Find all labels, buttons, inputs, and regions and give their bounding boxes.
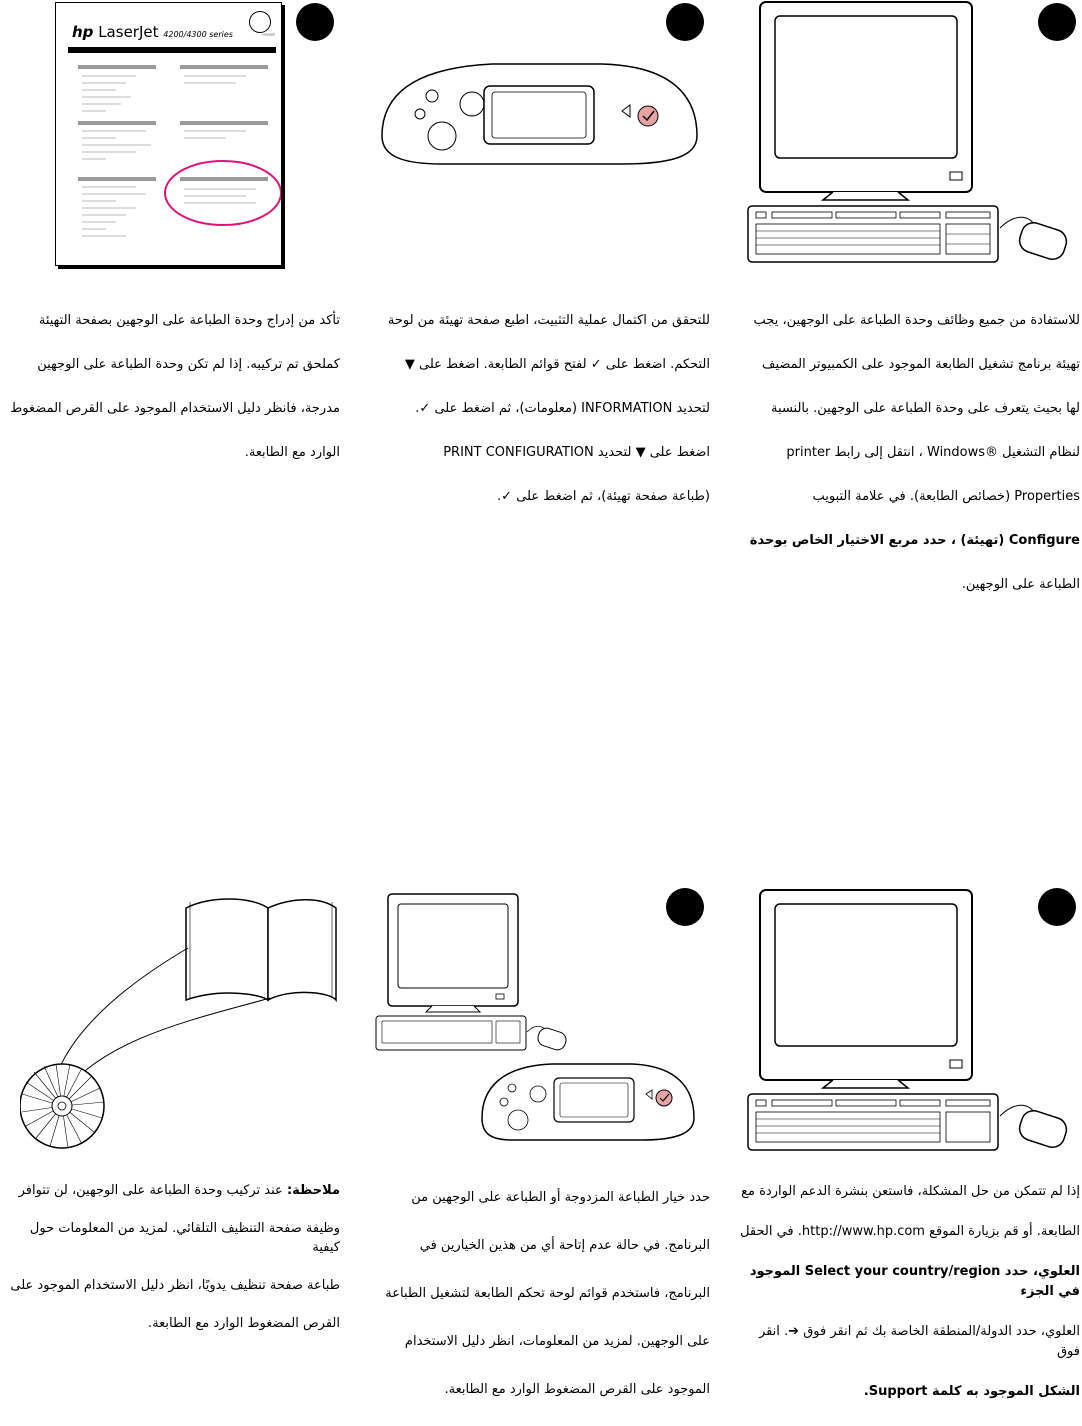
product-name: LaserJet [98, 23, 159, 41]
logo-caption: invent [262, 32, 275, 37]
note-label: ملاحظة: [286, 1183, 340, 1198]
step-5-marker [666, 888, 704, 926]
step-3-text: تأكد من إدراج وحدة الطباعة على الوجهين بصفحة التهيئة كملحق تم تركيبه. إذا لم تكن وحدة الطباعة على الوجهين مدرجة، فانظر دليل الاستخدام الموجود على القرص المضغوط الوارد مع الطابعة. [10, 313, 340, 460]
highlight-circle [165, 161, 281, 225]
user-guide-and-cd-illustration [20, 888, 340, 1158]
computer-illustration [738, 0, 1082, 270]
step-4-marker [1038, 888, 1076, 926]
note-text: ملاحظة: عند تركيب وحدة الطباعة على الوجهين، لن تتوافر وظيفة صفحة التنظيف التلقائي. لمزيد من المعلومات حول كيفية طباعة صفحة تنظيف يدويًا، انظر دليل الاستخدام الموجود على القرص المضغوط الوارد مع الطابعة. [10, 1183, 340, 1331]
step-1-marker [1038, 3, 1076, 41]
hp-brand: hp [72, 23, 94, 41]
configuration-page [55, 2, 282, 266]
series-name: 4200/4300 series [163, 30, 233, 39]
control-panel-illustration [372, 56, 702, 176]
step-4-text: إذا لم تتمكن من حل المشكلة، فاستعن بنشرة الدعم الواردة مع الطابعة. أو قم بزيارة الموقع http://www.hp.com. في الحقل العلوي، حدد Select your country/region الموجود في الجزء العلوي، حدد الدولة/المنطقة الخاصة بك ثم انقر فوق ➔. انقر فوق الشكل الموجود به كلمة Support. [740, 1184, 1080, 1399]
step-1-text: للاستفادة من جميع وظائف وحدة الطباعة على الوجهين، يجب تهيئة برنامج تشغيل الطابعة الموجود على الكمبيوتر المضيف لها بحيث يتعرف على وحدة الطباعة على الوجهين. بالنسبة لنظام التشغيل ®Windows ، انتقل إلى رابط printer Properties (خصائص الطابعة). في علامة التبويب Configure (تهيئة) ، حدد مربع الاختيار الخاص بوحدة الطباعة على الوجهين. [749, 313, 1080, 592]
step-2-text: للتحقق من اكتمال عملية التثبيت، اطبع صفحة تهيئة من لوحة التحكم. اضغط على ✓ لفتح قوائم الطابعة. اضغط على ▼ لتحديد INFORMATION (معلومات)، ثم اضغط على ✓. اضغط على ▼ لتحديد PRINT CONFIGURATION (طباعة صفحة تهيئة)، ثم اضغط على ✓. [387, 313, 710, 504]
computer-illustration-support [738, 888, 1082, 1158]
computer-and-panel-illustration [372, 888, 708, 1158]
step-5-text: حدد خيار الطباعة المزدوجة أو الطباعة على الوجهين من البرنامج. في حالة عدم إتاحة أي من هذين الخيارين في البرنامج، فاستخدم قوائم لوحة تحكم الطابعة لتشغيل الطباعة على الوجهين. لمزيد من المعلومات، انظر دليل الاستخدام الموجود على القرص المضغوط الوارد مع الطابعة. [385, 1190, 710, 1397]
step-3-marker [296, 3, 334, 41]
step-2-marker [666, 3, 704, 41]
